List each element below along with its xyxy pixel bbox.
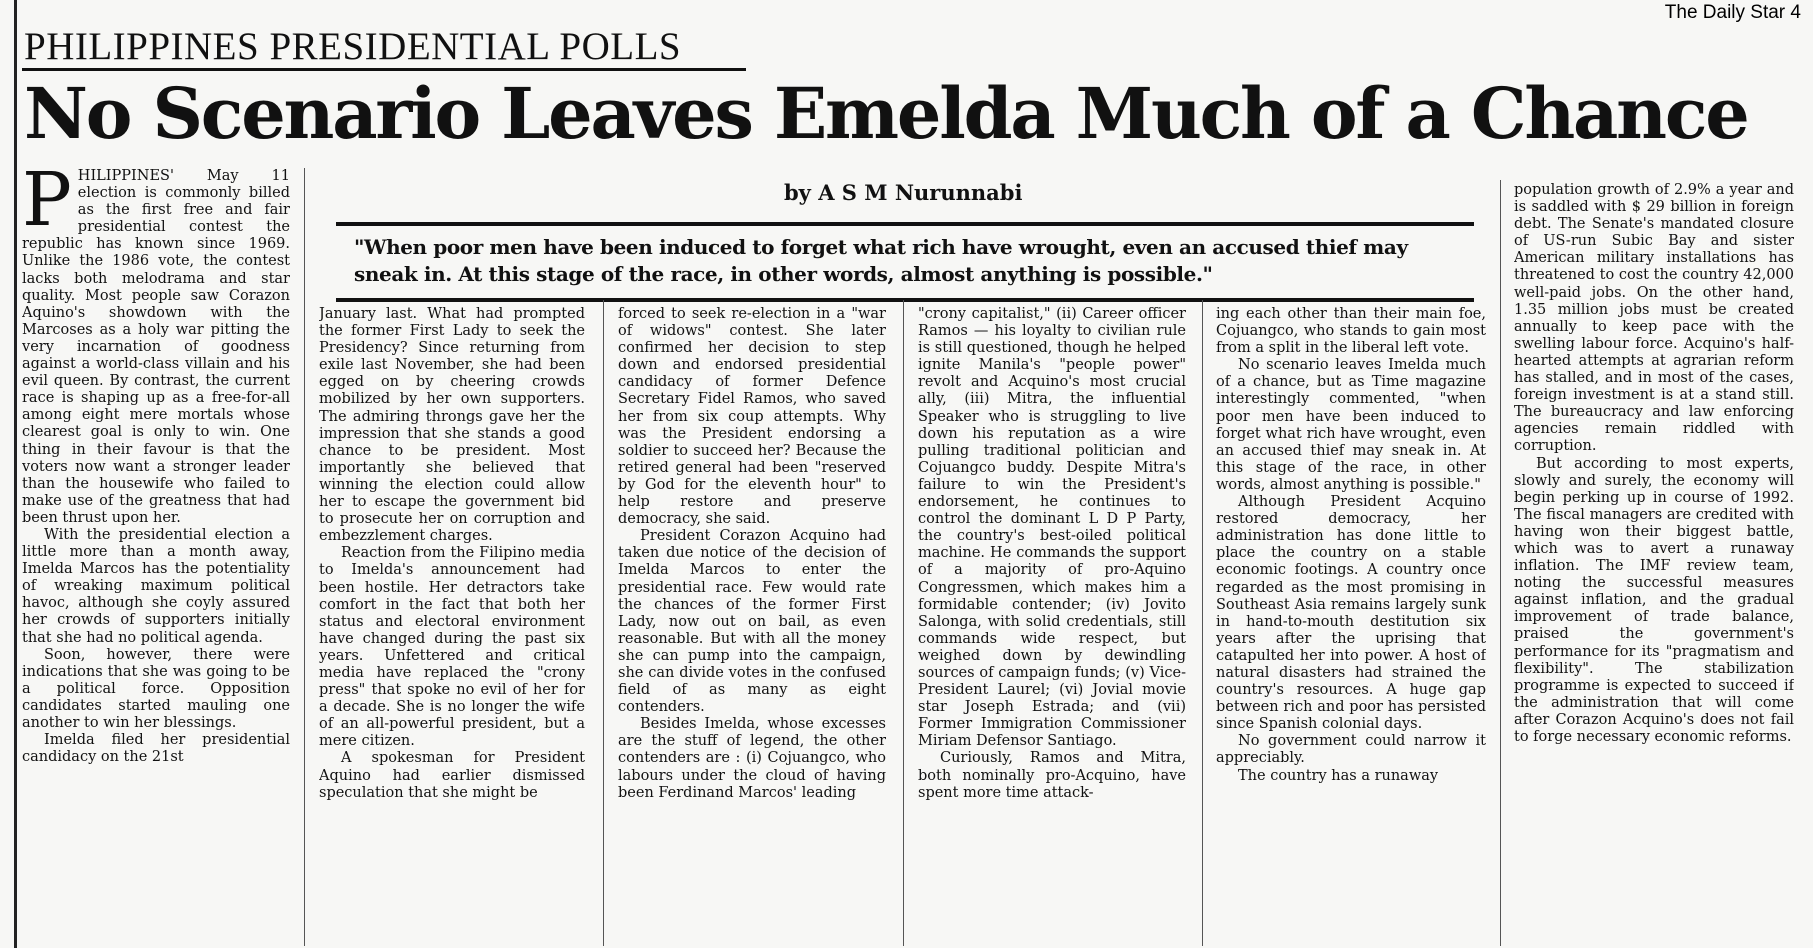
paragraph: Besides Imelda, whose excesses are the stuff of legend, the other contenders are : (i) Cojuangco, who labours under the cloud of having been Ferdinand Marcos' leading [618,716,886,801]
paragraph: Reaction from the Filipino media to Imelda's announcement had been hostile. Her detractors take comfort in the fact that both her status and electoral environment have changed during the past six years. Unfettered and critical media have replaced the "crony press" that spoke no evil of her for a decade. She is no longer the wife of an all-powerful president, but a mere citizen. [319,545,585,750]
paragraph: President Corazon Acquino had taken due notice of the decision of Imelda Marcos to enter the presidential race. Few would rate the chances of the former First Lady, now out on bail, as even reasonable. But with all the money she can pump into the campaign, she can divide votes in the confused field of as many as eight contenders. [618,528,886,716]
column-divider [1500,180,1501,946]
article-column-5 [1216,306,1486,946]
paragraph: Although President Acquino restored democracy, her administration has done little to place the country on a stable economic footings. A country once regarded as the most promising in Southeast Asia remains largely sunk in hand-to-mouth destitution six years after the uprising that catapulted her into power. A host of natural disasters had strained the country's resources. A huge gap between rich and poor has persisted since Spanish colonial days. [1216,494,1486,733]
article-column-1 [22,168,290,946]
paragraph: Imelda filed her presidential candidacy on the 21st [22,732,290,766]
paragraph: With the presidential election a little more than a month away, Imelda Marcos has the potentiality of wreaking maximum political havoc, although she coyly assured her crowds of supporters initially that she had no political agenda. [22,526,290,646]
paragraph: HILIPPINES' May 11 election is commonly billed as the first free and fair presidential contest the republic has known since 1969. Unlike the 1986 vote, the contest lacks both melodrama and star quality. Most people saw Corazon Aquino's showdown with the Marcoses as a holy war pitting the very incarnation of goodness against a world-class villain and his evil queen. By contrast, the current race is shaping up as a free-for-all among eight mere mortals whose clearest goal is only to win. One thing in their favour is that the voters now want a stronger leader than the housewife who failed to make use of the greatness that had been thrust upon her. [22,168,290,526]
article-column-4 [918,306,1186,946]
column-divider [603,300,604,946]
paragraph: ing each other than their main foe, Cojuangco, who stands to gain most from a split in the liberal left vote. [1216,306,1486,357]
pull-quote: "When poor men have been induced to forget what rich have wrought, even an accused thief may sneak in. At this stage of the race, in other words, almost anything is possible." [354,235,1408,286]
section-rule [22,68,746,71]
section-label: PHILIPPINES PRESIDENTIAL POLLS [24,25,682,68]
column-divider [304,168,305,946]
paragraph: Curiously, Ramos and Mitra, both nominally pro-Acquino, have spent more time attack- [918,750,1186,801]
paragraph: January last. What had prompted the former First Lady to seek the Presidency? Since returning from exile last November, she had been egged on by cheering crowds mobilized by her own supporters. The admiring throngs gave her the impression that she stands a good chance to be president. Most importantly she believed that winning the election could allow her to escape the government bid to prosecute her on corruption and embezzlement charges. [319,306,585,545]
paragraph: forced to seek re-election in a "war of widows" contest. She later confirmed her decision to step down and endorsed presidential candidacy of former Defence Secretary Fidel Ramos, who saved her from six coup attempts. Why was the President endorsing a soldier to succeed her? Because the retired general had been "reserved by God for the eleventh hour" to help restore and preserve democracy, she said. [618,306,886,528]
paragraph: No scenario leaves Imelda much of a chance, but as Time magazine interestingly commented, "when poor men have been induced to forget what rich have wrought, even an accused thief may sneak in. At this stage of the race, in other words, almost anything is possible." [1216,357,1486,493]
paragraph: A spokesman for President Aquino had earlier dismissed speculation that she might be [319,750,585,801]
paragraph: No government could narrow it appreciably. [1216,733,1486,767]
byline: by A S M Nurunnabi [784,180,1023,205]
page-edge-rule [14,0,17,948]
article-column-2 [319,306,585,946]
article-column-6 [1514,182,1794,946]
paragraph: population growth of 2.9% a year and is saddled with $ 29 billion in foreign debt. The Senate's mandated closure of US-run Subic Bay and sister American military installations has threatened to cost the country 42,000 well-paid jobs. On the other hand, 1.35 million jobs must be created annually to keep pace with the swelling labour force. Acquino's half-hearted attempts at agrarian reform has stalled, and in most of the cases, foreign investment is at a stand still. The bureaucracy and law enforcing agencies remain riddled with corruption. [1514,182,1794,455]
column-divider [1202,300,1203,946]
paragraph: "crony capitalist," (ii) Career officer Ramos — his loyalty to civilian rule is still questioned, though he helped ignite Manila's "people power" revolt and Acquino's most crucial ally, (iii) Mitra, the influential Speaker who is struggling to live down his reputation as a wire pulling traditional politician and Cojuangco buddy. Despite Mitra's failure to win the President's endorsement, he continues to control the dominant L D P Party, the country's best-oiled political machine. He commands the support of a majority of pro-Aquino Congressmen, which makes him a formidable contender; (iv) Jovito Salonga, with solid credentials, still commands wide respect, but weighed down by dewindling sources of campaign funds; (v) Vice-President Laurel; (vi) Jovial movie star Joseph Estrada; and (vii) Former Immigration Commissioner Miriam Defensor Santiago. [918,306,1186,750]
pull-quote-box [336,222,1474,302]
article-column-3 [618,306,886,946]
headline: No Scenario Leaves Emelda Much of a Chance [24,72,1748,155]
paragraph: Soon, however, there were indications that she was going to be a political force. Opposition candidates started mauling one another to win her blessings. [22,646,290,731]
drop-cap: P [22,168,72,243]
column-divider [903,300,904,946]
masthead: The Daily Star 4 [1664,2,1801,23]
paragraph: The country has a runaway [1238,767,1439,784]
paragraph: But according to most experts, slowly and surely, the economy will begin perking up in course of 1992. The fiscal managers are credited with having won their biggest battle, which was to avert a runaway inflation. The IMF review team, noting the successful measures against inflation, and the gradual improvement of trade balance, praised the government's performance for its "pragmatism and flexibility". The stabilization programme is expected to succeed if the administration that will come after Corazon Acquino's does not fail to forge necessary economic reforms. [1514,455,1794,745]
